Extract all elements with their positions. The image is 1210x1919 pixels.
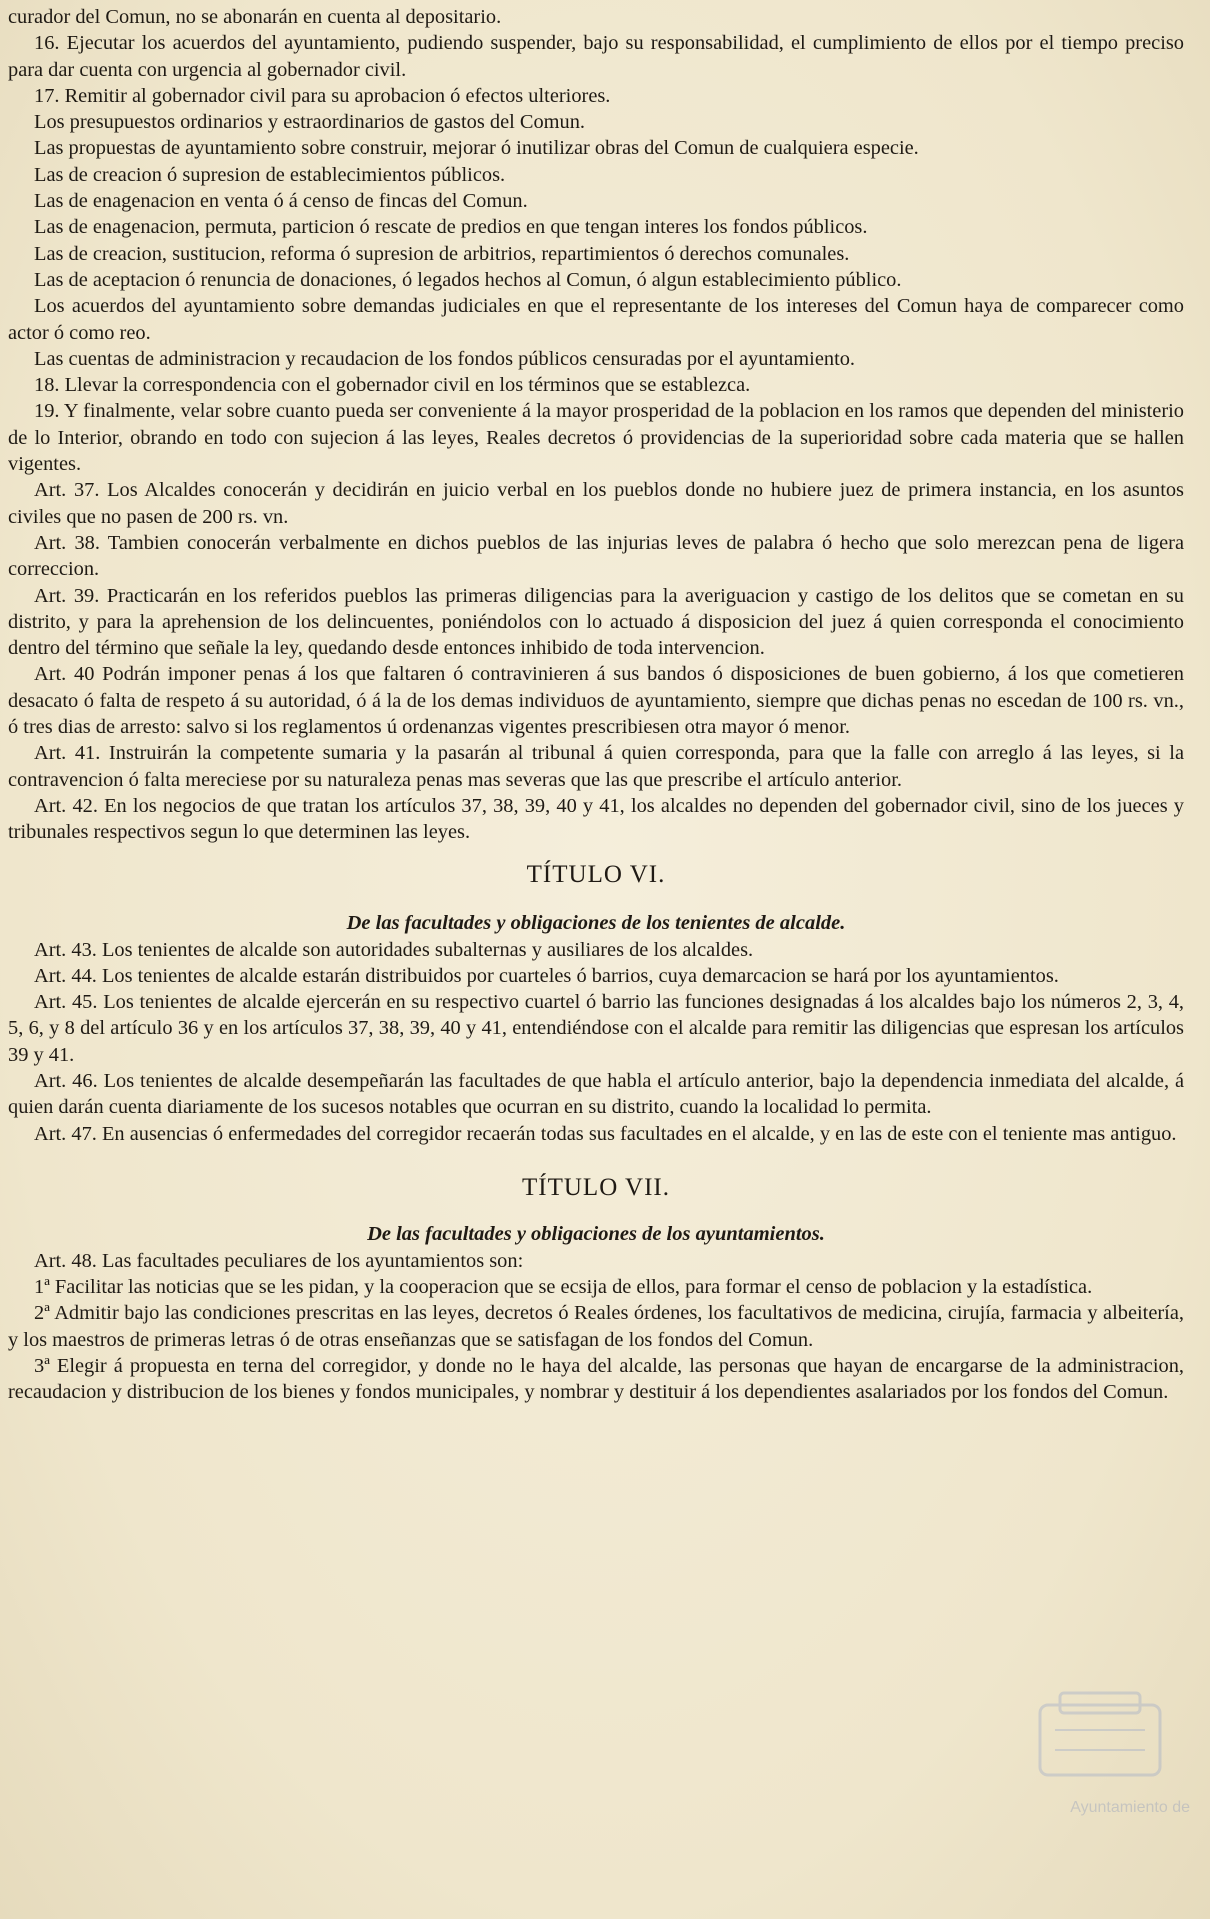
section-title-vii: TÍTULO VII.	[522, 1173, 670, 1201]
text-section-bottom	[8, 1248, 1184, 1406]
paragraph: Las de creacion ó supresion de establecimientos públicos.	[34, 163, 506, 186]
section-subtitle-vii: De las facultades y obligaciones de los ayuntamientos.	[367, 1222, 825, 1245]
paragraph: Art. 48. Las facultades peculiares de los ayuntamientos son:	[34, 1249, 524, 1272]
paragraph: Art. 41. Instruirán la competente sumaria y la pasarán al tribunal á quien corresponda, para que la falle con arreglo á las leyes, si la contravencion ó falta mereciese por su naturaleza penas mas severas que las que prescribe el artículo anterior.	[8, 742, 1184, 791]
paragraph: Art. 38. Tambien conocerán verbalmente en dichos pueblos de las injurias leves de palabra ó hecho que solo merezcan pena de ligera correccion.	[8, 531, 1184, 581]
paragraph: Art. 47. En ausencias ó enfermedades del corregidor recaerán todas sus facultades en el alcalde, y en las de este con el teniente mas antiguo.	[34, 1122, 1177, 1145]
watermark-seal-icon	[1030, 1685, 1170, 1785]
paragraph: Art. 39. Practicarán en los referidos pueblos las primeras diligencias para la averiguacion y castigo de los delitos que se cometan en su distrito, y para la aprehension de los delincuentes, poniéndolos con lo actuado á disposicion del juez á quien corresponda el conocimiento dentro del término que señale la ley, quedando desde entonces inhibido de toda intervencion.	[8, 584, 1184, 660]
paragraph: Las de enagenacion, permuta, particion ó rescate de predios en que tengan interes los fondos públicos.	[34, 216, 868, 239]
paragraph: Art. 42. En los negocios de que tratan los artículos 37, 38, 39, 40 y 41, los alcaldes no dependen del gobernador civil, sino de los jueces y tribunales respectivos segun lo que determinen las leyes.	[8, 794, 1184, 844]
paragraph: Las propuestas de ayuntamiento sobre construir, mejorar ó inutilizar obras del Comun de cualquiera especie.	[34, 137, 919, 160]
text-section-top	[8, 4, 1184, 846]
paragraph: 1ª Facilitar las noticias que se les pidan, y la cooperacion que se ecsija de ellos, para formar el censo de poblacion y la estadística.	[34, 1276, 1093, 1299]
paragraph: Art. 44. Los tenientes de alcalde estarán distribuidos por cuarteles ó barrios, cuya demarcacion se hará por los ayuntamientos.	[34, 964, 1059, 987]
paragraph: 2ª Admitir bajo las condiciones prescritas en las leyes, decretos ó Reales órdenes, los facultativos de medicina, cirujía, farmacia y albeitería, y los maestros de primeras letras ó de otras enseñanzas que se satisfagan de los fondos del Comun.	[8, 1302, 1184, 1351]
paragraph: Las de aceptacion ó renuncia de donaciones, ó legados hechos al Comun, ó algun establecimiento público.	[34, 268, 902, 291]
text-section-mid	[8, 937, 1184, 1147]
paragraph: Las de creacion, sustitucion, reforma ó supresion de arbitrios, repartimientos ó derechos comunales.	[34, 242, 850, 265]
paragraph: Los presupuestos ordinarios y estraordinarios de gastos del Comun.	[34, 111, 586, 134]
paragraph: Las cuentas de administracion y recaudacion de los fondos públicos censuradas por el ayuntamiento.	[34, 347, 856, 370]
paragraph: Las de enagenacion en venta ó á censo de fincas del Comun.	[34, 190, 528, 213]
archive-watermark	[1012, 1675, 1190, 1915]
section-subtitle-vi: De las facultades y obligaciones de los tenientes de alcalde.	[346, 911, 846, 934]
watermark-text: Ayuntamiento de	[1070, 1799, 1190, 1816]
paragraph: 3ª Elegir á propuesta en terna del corregidor, y donde no le haya del alcalde, las personas que hayan de encargarse de la administracion, recaudacion y distribucion de los bienes y fondos municipales, y nombrar y destituir á los dependientes asalariados por los fondos del Comun.	[8, 1355, 1184, 1404]
paragraph: Art. 40 Podrán imponer penas á los que faltaren ó contravinieren á sus bandos ó disposiciones de buen gobierno, á los que cometieren desacato ó falta de respeto á su autoridad, ó á la de los demas individuos de ayuntamiento, siempre que dichas penas no escedan de 100 rs. vn., ó tres dias de arresto: salvo si los reglamentos ú ordenanzas vigentes prescribiesen otra mayor ó menor.	[8, 663, 1184, 739]
paragraph: Los acuerdos del ayuntamiento sobre demandas judiciales en que el representante de los intereses del Comun haya de comparecer como actor ó como reo.	[8, 295, 1184, 344]
paragraph: Art. 43. Los tenientes de alcalde son autoridades subalternas y ausiliares de los alcaldes.	[34, 938, 754, 961]
paragraph: curador del Comun, no se abonarán en cuenta al depositario.	[8, 6, 502, 28]
paragraph: 18. Llevar la correspondencia con el gobernador civil en los términos que se establezca.	[34, 374, 751, 397]
paragraph: 19. Y finalmente, velar sobre cuanto pueda ser conveniente á la mayor prosperidad de la poblacion en los ramos que dependen del ministerio de lo Interior, obrando en todo con sujecion á las leyes, Reales decretos ó providencias de la superioridad sobre cada materia que se hallen vigentes.	[8, 400, 1184, 476]
section-title-vi: TÍTULO VI.	[526, 860, 666, 888]
paragraph: Art. 46. Los tenientes de alcalde desempeñarán las facultades de que habla el artículo anterior, bajo la dependencia inmediata del alcalde, á quien darán cuenta diariamente de los sucesos notables que ocurran en su distrito, cuando la localidad lo permita.	[8, 1069, 1184, 1119]
paragraph: 16. Ejecutar los acuerdos del ayuntamiento, pudiendo suspender, bajo su responsabilidad, el cumplimiento de ellos por el tiempo preciso para dar cuenta con urgencia al gobernador civil.	[8, 32, 1184, 81]
paragraph: 17. Remitir al gobernador civil para su aprobacion ó efectos ulteriores.	[34, 84, 611, 107]
paragraph: Art. 37. Los Alcaldes conocerán y decidirán en juicio verbal en los pueblos donde no hubiere juez de primera instancia, en los asuntos civiles que no pasen de 200 rs. vn.	[8, 479, 1184, 528]
paragraph: Art. 45. Los tenientes de alcalde ejercerán en su respectivo cuartel ó barrio las funciones designadas á los alcaldes bajo los números 2, 3, 4, 5, 6, y 8 del artículo 36 y en los artículos 37, 38, 39, 40 y 41, entendiéndose con el alcalde para remitir las diligencias que espresan los artículos 39 y 41.	[8, 991, 1184, 1066]
